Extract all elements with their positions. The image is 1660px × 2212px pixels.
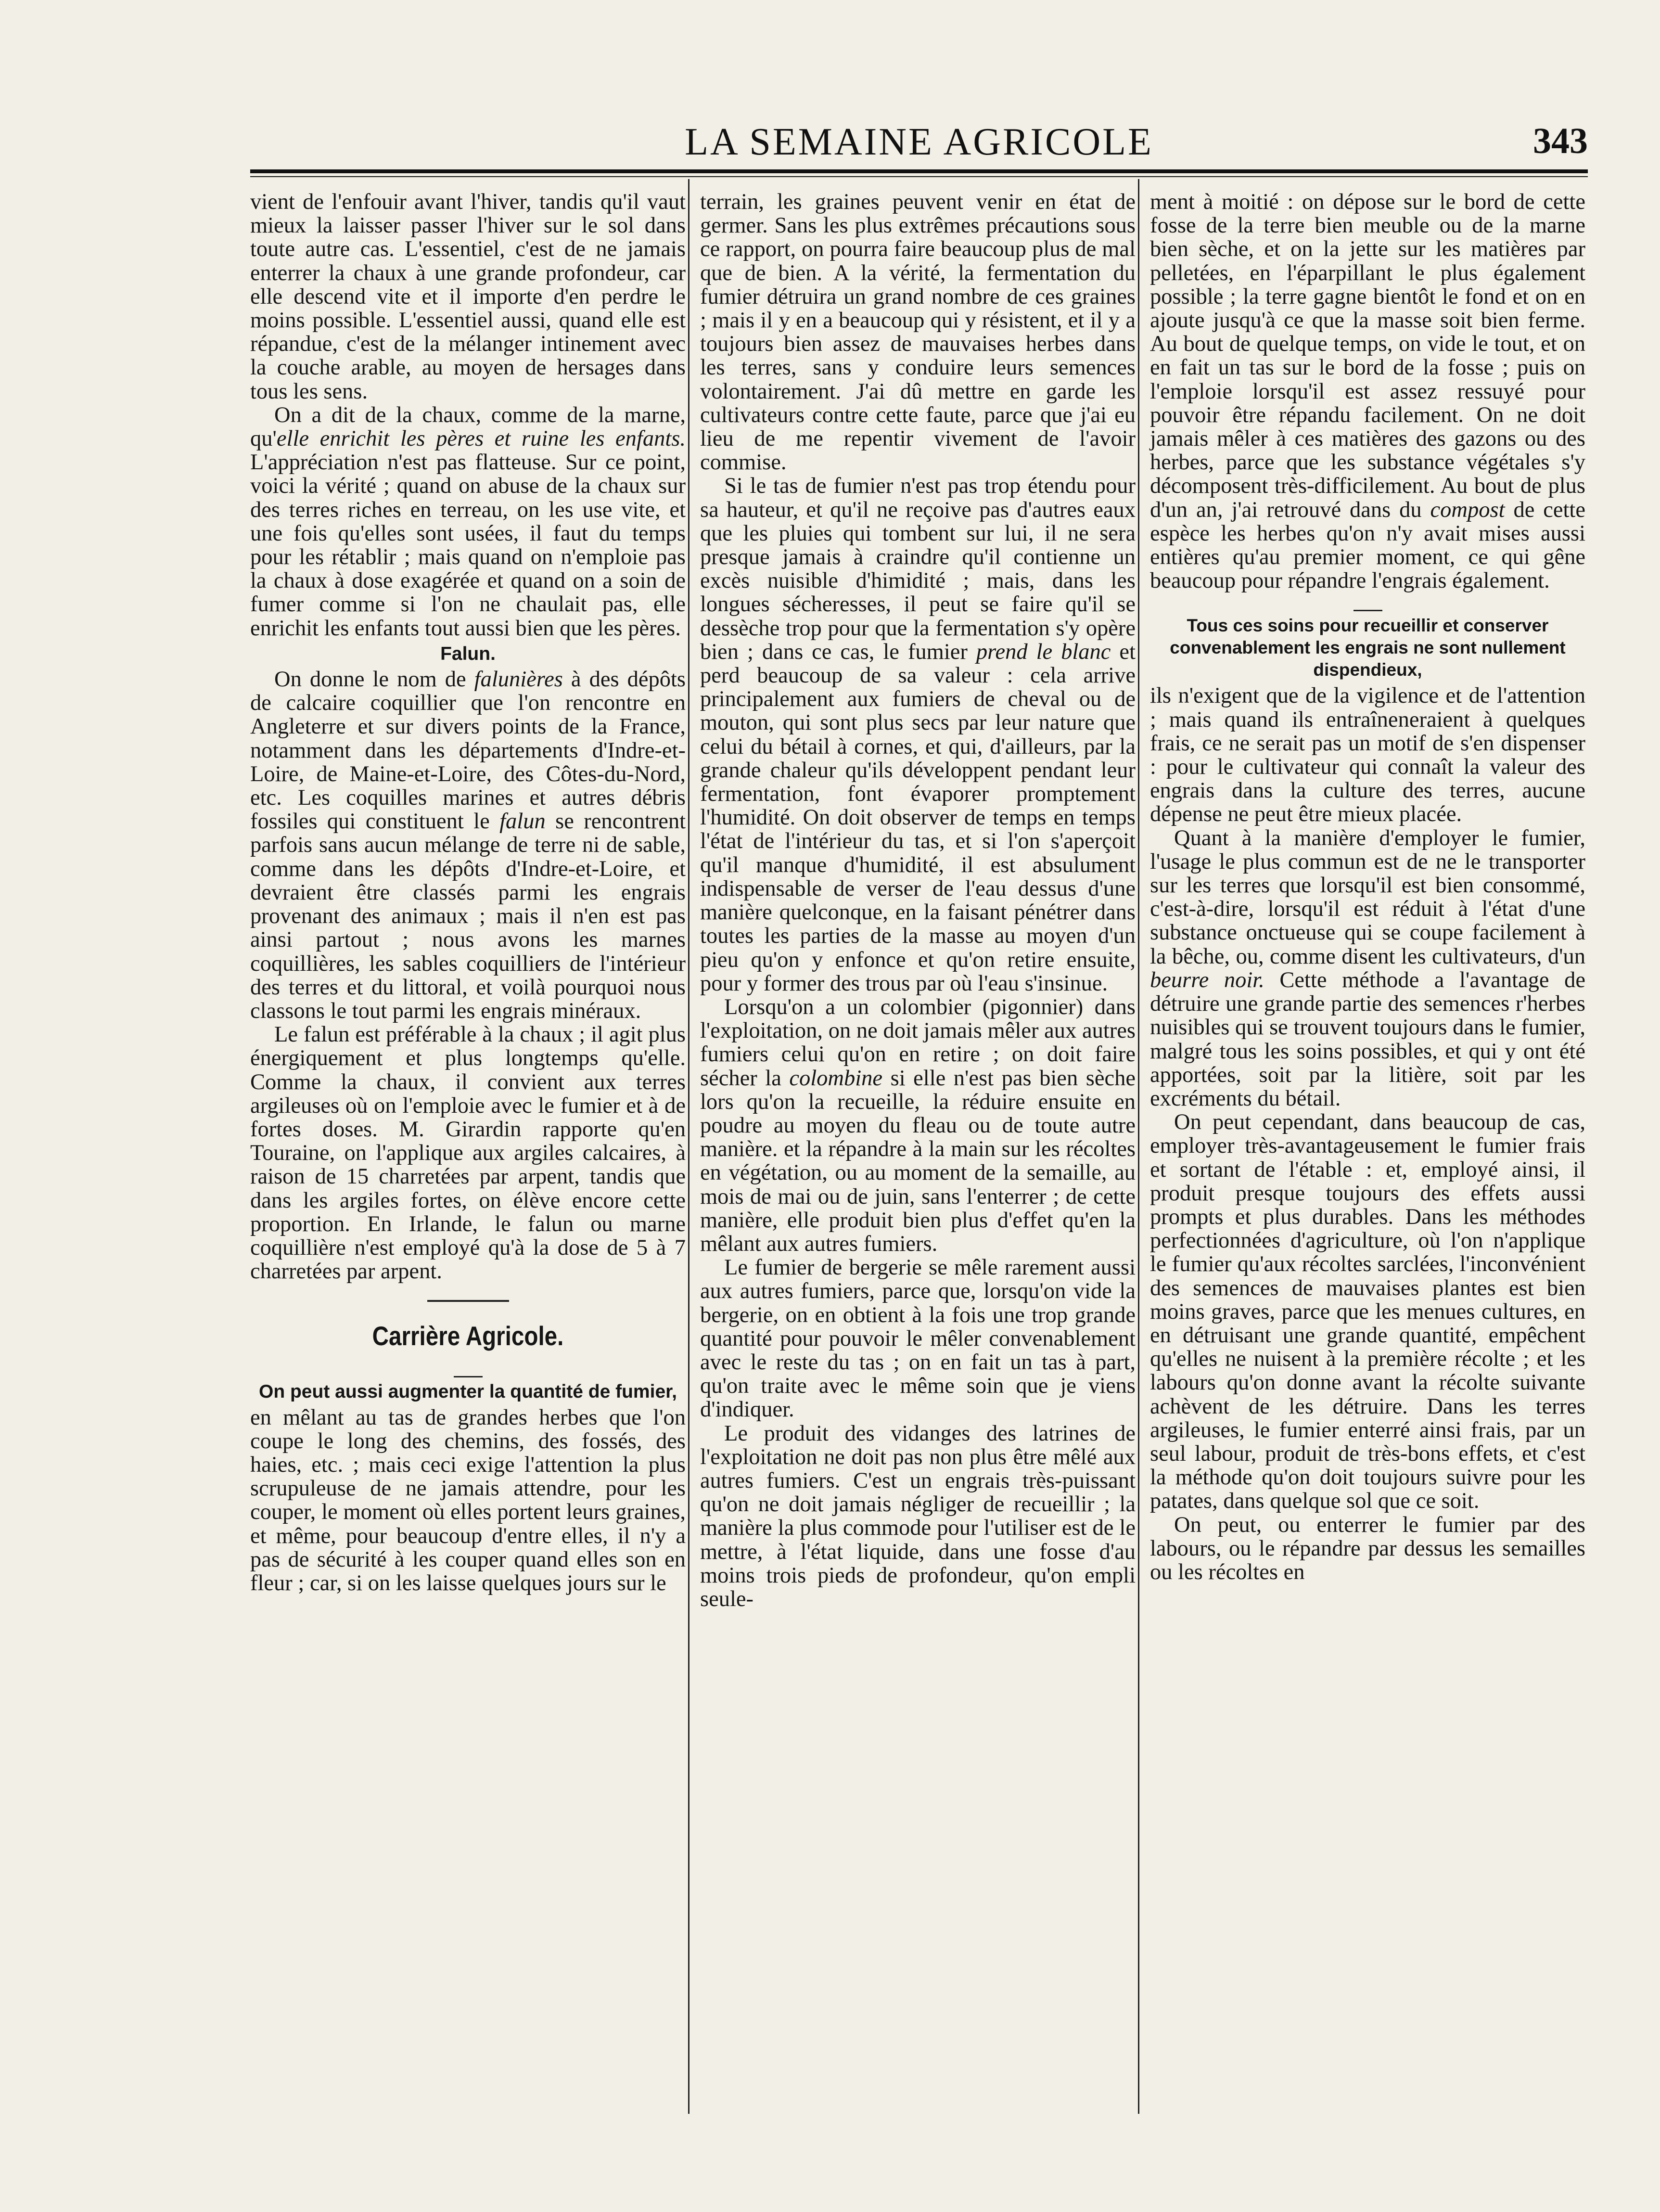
column-2 (700, 190, 1136, 1611)
paragraph: terrain, les graines peuvent venir en état de germer. Sans les plus extrêmes précautions sous ce rapport, on pourra faire beaucoup plus de mal que de bien. A la vérité, la fermentation du fumier détruira un grand nombre de ces graines ; mais il y en a beaucoup qui y résistent, et il y a toujours bien assez de mauvaises herbes dans les terres, sans y conduire leurs semences volontairement. J'ai dû mettre en garde les cultivateurs contre cette faute, parce que j'ai eu lieu de me repentir vivement de l'avoir commise. (700, 190, 1136, 475)
paragraph: Le fumier de bergerie se mêle rarement aussi aux autres fumiers, parce que, lorsqu'on vide la bergerie, on en obtient à la fois une trop grande quantité pour pouvoir le mêler convenablement avec le reste du tas ; on en fait un tas à part, qu'on traite avec le même soin que je viens d'indiquer. (700, 1255, 1136, 1422)
paragraph: ment à moitié : on dépose sur le bord de cette fosse de la terre bien meuble ou de la marne bien sèche, et on la jette sur les matières par pelletées, en l'éparpillant le plus également possible ; la terre gagne bientôt le fond et on en ajoute jusqu'à ce que la masse soit bien ferme. Au bout de quelque temps, on vide le tout, et on en fait un tas sur le bord de la fosse ; puis on l'emploie lorsqu'il est assez ressuyé pour pouvoir être répandu facilement. On ne doit jamais mêler à ces matières des gazons ou des herbes, parce que les substance végétales s'y décomposent très-difficilement. Au bout de plus d'un an, j'ai retrouvé dans du compost de cette espèce les herbes qu'on n'y avait mises aussi entières qu'au premier moment, ce qui gêne beaucoup pour répandre l'engrais également. (1150, 190, 1585, 593)
paragraph: On a dit de la chaux, comme de la marne, qu'elle enrichit les pères et ruine les enfants. L'appréciation n'est pas flatteuse. Sur ce point, voici la vérité ; quand on abuse de la chaux sur des terres riches en terreau, on les use vite, et une fois qu'elles sont usées, il faut du temps pour les rétablir ; mais quand on n'emploie pas la chaux à dose exagérée et quand on a soin de fumer comme si l'on ne chaulait pas, elle enrichit les enfants tout aussi bien que les pères. (250, 402, 686, 641)
paragraph: On peut, ou enterrer le fumier par des labours, ou le répandre par dessus les semailles ou les récoltes en (1150, 1512, 1585, 1584)
paragraph: Quant à la manière d'employer le fumier, l'usage le plus commun est de ne le transporter sur les terres que lorsqu'il est bien consommé, c'est-à-dire, lorsqu'il est réduit à l'état d'une substance onctueuse qui se coupe facilement à la bêche, ou, comme disent les cultivateurs, d'un beurre noir. Cette méthode a l'avantage de détruire une grande partie des semences r'herbes nuisibles qui se trouvent toujours dans le fumier, malgré tous les soins possibles, et qui y ont été apportées, soit par la litière, soit par les excréments du bétail. (1150, 825, 1585, 1111)
subheading-box: Tous ces soins pour recueillir et conserver convenablement les engrais ne sont nullement dispendieux, (1170, 616, 1566, 680)
short-divider (250, 1359, 686, 1378)
ornamental-divider (250, 1283, 686, 1307)
paragraph: On peut cependant, dans beaucoup de cas, employer très-avantageusement le fumier frais et sortant de l'étable : et, employé ainsi, il produit presque toujours des effets aussi prompts et plus durables. Dans les méthodes perfectionnées d'agriculture, où l'on n'applique le fumier qu'aux récoltes sarclées, l'inconvénient des semences de mauvaises plantes est bien moins graves, parce que les menues cultures, en en détruisant une grande quantité, empêchent qu'elles ne nuisent à la première récolte ; et les labours qu'on donne avant la récolte suivante achèvent de les détruire. Dans les terres argileuses, le fumier enterré ainsi frais, par un seul labour, produit de très-bons effets, et c'est la méthode qu'on doit toujours suivre pour les patates, dans quelque sol que ce soit. (1150, 1110, 1585, 1514)
page-header (250, 120, 1588, 173)
subheading: On peut aussi augmenter la quantité de fumier, (258, 1381, 677, 1402)
paragraph: Si le tas de fumier n'est pas trop étendu pour sa hauteur, et qu'il ne reçoive pas d'autres eaux que les pluies qui tombent sur lui, il ne sera presque jamais à craindre qu'il contienne un excès nuisible d'himidité ; mais, dans les longues sécheresses, il peut se faire qu'il se dessèche trop pour que la fermentation s'y opère bien ; dans ce cas, le fumier prend le blanc et perd beaucoup de sa valeur : cela arrive principalement aux fumiers de cheval ou de mouton, qui sont plus secs par leur nature que celui du bétail à cornes, et qui, d'ailleurs, par la grande chaleur qu'ils développent pendant leur fermentation, font évaporer promptement l'humidité. On doit observer de temps en temps l'état de l'intérieur du tas, et si l'on s'aperçoit qu'il manque d'humidité, il est absulument indispensable de verser de l'eau dessus d'une manière quelconque, en la faisant pénétrer dans toutes les parties de la masse au moyen d'un pieu qu'on y enfonce et qu'on retire ensuite, pour y former des trous par où l'eau s'insinue. (700, 474, 1136, 996)
paragraph: Le falun est préférable à la chaux ; il agit plus énergiquement et plus longtemps qu'elle. Comme la chaux, il convient aux terres argileuses où on l'emploie avec le fumier et à de fortes doses. M. Girardin rapporte qu'en Touraine, on l'applique aux argiles calcaires, à raison de 15 charretées par arpent, tandis que dans les argiles fortes, on élève encore cette proportion. En Irlande, le falun ou marne coquillière n'est employé qu'à la dose de 5 à 7 charretées par arpent. (250, 1022, 686, 1284)
short-divider (1150, 592, 1585, 612)
column-divider-1 (688, 179, 690, 2114)
page-number: 343 (1533, 121, 1588, 161)
paragraph: en mêlant au tas de grandes herbes que l'on coupe le long des chemins, des fossés, des haies, etc. ; mais ceci exige l'attention la plus scrupuleuse de ne jamais attendre, pour les couper, le moment où elles portent leurs graines, et même, pour beaucoup d'entre elles, il n'y a pas de sécurité à les couper quand elles son en fleur ; car, si on les laisse quelques jours sur le (250, 1405, 686, 1595)
section-heading-carriere: Carrière Agricole. (372, 1321, 564, 1351)
column-divider-2 (1138, 179, 1139, 2114)
section-heading-falun: Falun. (440, 643, 496, 664)
publication-title: LA SEMAINE AGRICOLE (685, 121, 1153, 163)
column-1 (250, 190, 686, 1595)
paragraph: Le produit des vidanges des latrines de l'exploitation ne doit pas non plus être mêlé aux autres fumiers. C'est un engrais très-puissant qu'on ne doit jamais négliger de recueillir ; la manière la plus commode pour l'utiliser est de le mettre, à l'état liquide, dans une fosse d'au moins trois pieds de profondeur, qu'on empli seule- (700, 1421, 1136, 1611)
paragraph: vient de l'enfouir avant l'hiver, tandis qu'il vaut mieux la laisser passer l'hiver sur le sol dans toute autre cas. L'essentiel, c'est de ne jamais enterrer la chaux à une grande profondeur, car elle descend vite et il importe d'en perdre le moins possible. L'essentiel aussi, quand elle est répandue, c'est de la mélanger intinement avec la couche arable, au moyen de hersages dans tous les sens. (250, 190, 686, 404)
paragraph: ils n'exigent que de la vigilence et de l'attention ; mais quand ils entraîneneraient à quelques frais, ce ne serait pas un motif de s'en dispenser : pour le cultivateur qui connaît la valeur des engrais dans la culture des terres, aucune dépense ne peut être mieux placée. (1150, 683, 1585, 827)
paragraph: On donne le nom de falunières à des dépôts de calcaire coquillier que l'on rencontre en Angleterre et sur divers points de la France, notamment dans les départements d'Indre-et-Loire, de Maine-et-Loire, des Côtes-du-Nord, etc. Les coquilles marines et autres débris fossiles qui constituent le falun se rencontrent parfois sans aucun mélange de terre ni de sable, comme dans les dépôts d'Indre-et-Loire, et devraient être classés parmi les engrais provenant des animaux ; mais il n'en est pas ainsi partout ; nous avons les marnes coquillières, les sables coquilliers de l'intérieur des terres et du littoral, et voilà pourquoi nous classons le tout parmi les engrais minéraux. (250, 667, 686, 1023)
paragraph: Lorsqu'on a un colombier (pigonnier) dans l'exploitation, on ne doit jamais mêler aux autres fumiers celui qu'on en retire ; on doit faire sécher la colombine si elle n'est pas bien sèche lors qu'on la recueille, la réduire ensuite en poudre au moyen du fleau ou de toute autre manière. et la répandre à la main sur les récoltes en végétation, ou au moment de la semaille, au mois de mai ou de juin, sans l'enterrer ; de cette manière, elle produit bien plus d'effet qu'en la mêlant aux autres fumiers. (700, 994, 1136, 1256)
header-rule-thin (250, 176, 1588, 177)
column-3 (1150, 190, 1585, 1584)
header-rule (250, 169, 1588, 173)
